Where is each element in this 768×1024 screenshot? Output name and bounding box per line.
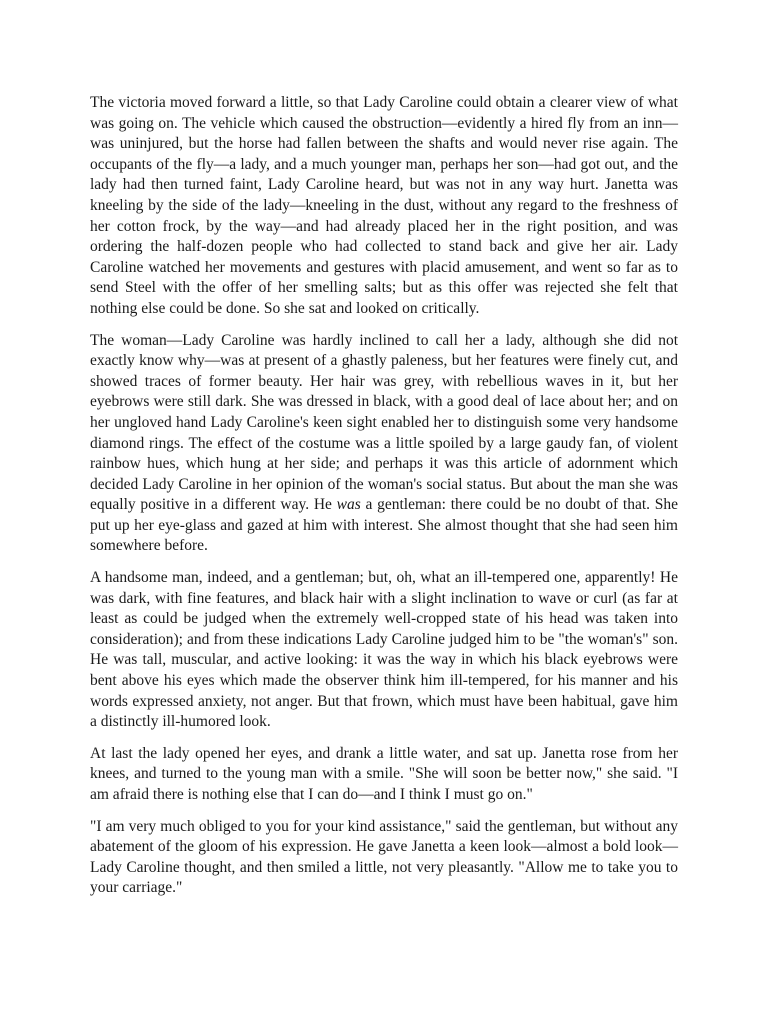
- paragraph-2-before: The woman—Lady Caroline was hardly inclined to call her a lady, although she did not exactly know why—was at present of a ghastly paleness, but her features were finely cut, and showed traces of former beauty. Her hair was grey, with rebellious waves in it, but her eyebrows were still dark. She was dressed in black, with a good deal of lace about her; and on her ungloved hand Lady Caroline's keen sight enabled her to distinguish some very handsome diamond rings. The effect of the costume was a little spoiled by a large gaudy fan, of violent rainbow hues, which hung at her side; and perhaps it was this article of adornment which decided Lady Caroline in her opinion of the woman's social status. But about the man she was equally positive in a different way. He: [90, 331, 678, 514]
- paragraph-3: A handsome man, indeed, and a gentleman; but, oh, what an ill-tempered one, apparently! He was dark, with fine features, and black hair with a slight inclination to wave or curl (as far at least as could be judged when the extremely well-cropped state of his head was taken into consideration); and from these indications Lady Caroline judged him to be "the woman's" son. He was tall, muscular, and active looking: it was the way in which his black eyebrows were bent above his eyes which made the observer think him ill-tempered, for his manner and his words expressed anxiety, not anger. But that frown, which must have been habitual, gave him a distinctly ill-humored look.: [90, 569, 678, 731]
- paragraph-2: [90, 331, 678, 558]
- paragraph-5: "I am very much obliged to you for your kind assistance," said the gentleman, but without any abatement of the gloom of his expression. He gave Janetta a keen look—almost a bold look—Lady Caroline thought, and then smiled a little, not very pleasantly. "Allow me to take you to your carriage.": [90, 817, 678, 897]
- paragraph-4: At last the lady opened her eyes, and drank a little water, and sat up. Janetta rose from her knees, and turned to the young man with a smile. "She will soon be better now," she said. "I am afraid there is nothing else that I can do—and I think I must go on.": [90, 744, 678, 803]
- paragraph-2-after: a gentleman: there could be no doubt of that. She put up her eye-glass and gazed at him with interest. She almost thought that she had seen him somewhere before.: [90, 496, 679, 555]
- document-page: [90, 93, 678, 910]
- paragraph-1: The victoria moved forward a little, so that Lady Caroline could obtain a clearer view of what was going on. The vehicle which caused the obstruction—evidently a hired fly from an inn—was uninjured, but the horse had fallen between the shafts and would never rise again. The occupants of the fly—a lady, and a much younger man, perhaps her son—had got out, and the lady had then turned faint, Lady Caroline heard, but was not in any way hurt. Janetta was kneeling by the side of the lady—kneeling in the dust, without any regard to the freshness of her cotton frock, by the way—and had already placed her in the right position, and was ordering the half-dozen people who had collected to stand back and give her air. Lady Caroline watched her movements and gestures with placid amusement, and went so far as to send Steel with the offer of her smelling salts; but as this offer was rejected she felt that nothing else could be done. So she sat and looked on critically.: [90, 94, 678, 317]
- emphasis-was: was: [336, 496, 361, 514]
